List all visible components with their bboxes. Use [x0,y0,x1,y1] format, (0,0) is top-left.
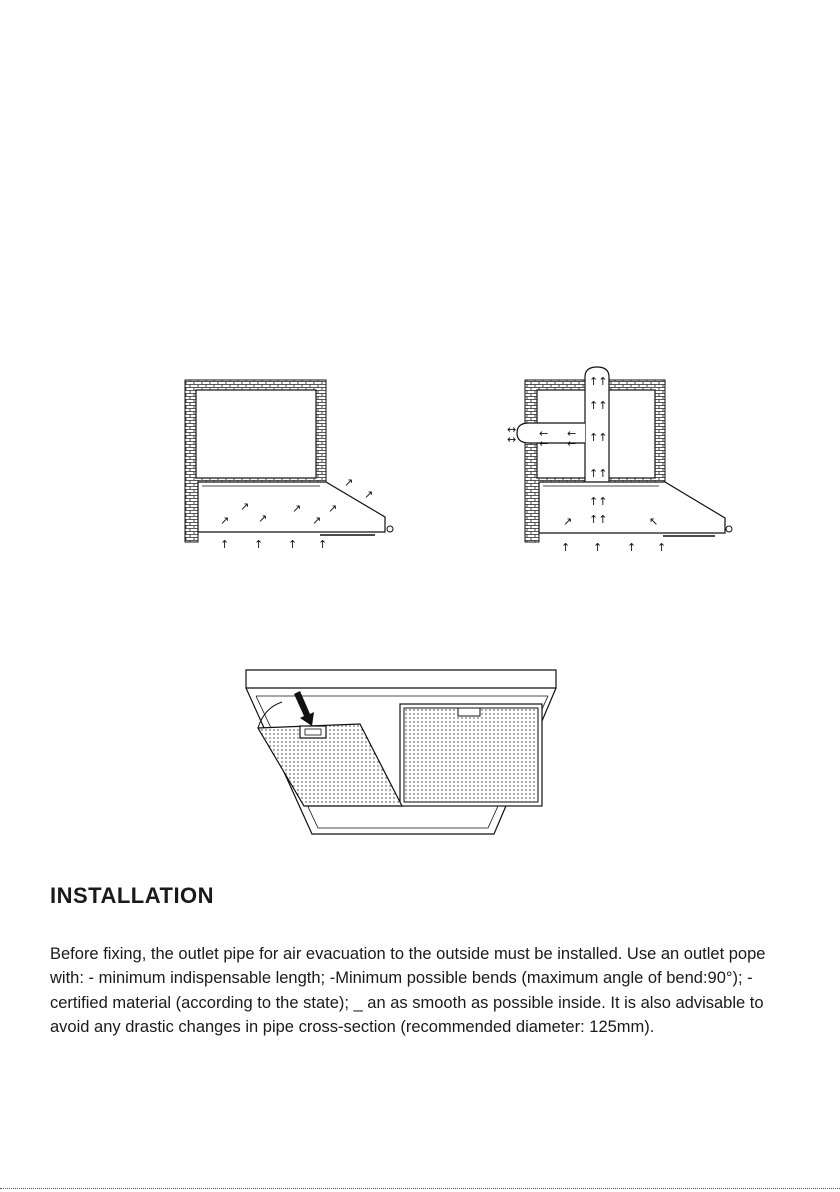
left-arrow-icon: ← [539,427,549,440]
left-arrow-icon: ↔ [507,423,517,436]
up-arrow-icon: ↑ [318,538,328,551]
up-arrow-icon: ↑↑ [589,431,608,444]
up-arrow-icon: ↑↑ [589,467,608,480]
diagonal-arrow-icon: ↖ [649,515,659,528]
up-arrow-icon: ↑ [657,541,667,554]
up-arrow-icon: ↑↑ [589,513,608,526]
grease-filter-removal-diagram [244,668,560,840]
ducted-exhaust-airflow-diagram [505,363,745,555]
installation-paragraph: Before fixing, the outlet pipe for air evacuation to the outside must be installed. Use an outlet pope with: - minimum indispensable length; -Minimum possible bends (maximum angle of bend:90°); -certified material (according to the state); _ an as smooth as possible inside. It is also advisable to avoid any drastic changes in pipe cross-section (recommended diameter: 125mm). [50,945,766,1037]
diagonal-arrow-icon: ↗ [292,502,302,515]
recirculation-airflow-diagram [180,372,400,554]
diagonal-arrow-icon: ↗ [344,476,354,489]
diagonal-arrow-icon: ↗ [563,515,573,528]
up-arrow-icon: ↑ [593,541,603,554]
diagonal-arrow-icon: ↗ [258,512,268,525]
page-bottom-divider [0,1188,840,1189]
up-arrow-icon: ↑ [627,541,637,554]
up-arrow-icon: ↑↑ [589,375,608,388]
up-arrow-icon: ↑↑ [589,399,608,412]
diagonal-arrow-icon: ↗ [328,502,338,515]
up-arrow-icon: ↑ [254,538,264,551]
left-arrow-icon: ← [567,437,577,450]
diagonal-arrow-icon: ↗ [312,514,322,527]
left-arrow-icon: ↔ [507,433,517,446]
diagonal-arrow-icon: ↗ [240,500,250,513]
section-heading: INSTALLATION [50,883,215,908]
up-arrow-icon: ↑ [561,541,571,554]
diagonal-arrow-icon: ↗ [364,488,374,501]
diagonal-arrow-icon: ↗ [220,514,230,527]
up-arrow-icon: ↑ [288,538,298,551]
left-arrow-icon: ← [539,437,549,450]
up-arrow-icon: ↑ [220,538,230,551]
up-arrow-icon: ↑↑ [589,495,608,508]
left-arrow-icon: ← [567,427,577,440]
